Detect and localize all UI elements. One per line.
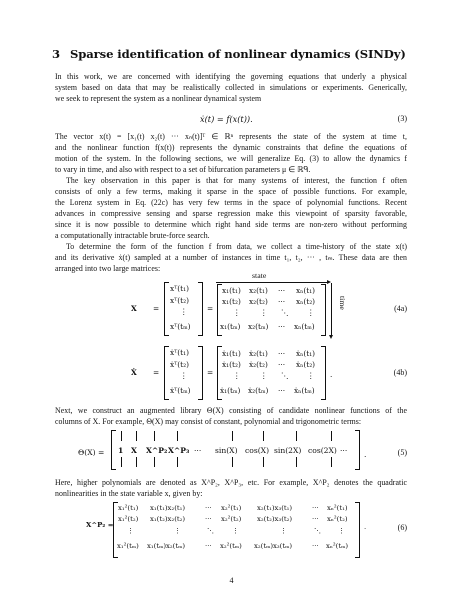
right-bracket bbox=[355, 502, 360, 558]
matrix-cell: ⋮ bbox=[260, 371, 268, 380]
equation-4b-number: (4b) bbox=[393, 368, 407, 377]
time-label: time bbox=[338, 296, 347, 310]
matrix-cell: x₁(t₁) bbox=[222, 286, 241, 295]
library-column: sin(X) bbox=[215, 446, 238, 455]
matrix-cell: x₁(tₘ)x₂(tₘ) bbox=[147, 542, 186, 550]
equation-5-number: (5) bbox=[397, 448, 407, 457]
matrix-cell: x₂²(t₁) bbox=[221, 504, 242, 512]
equals-sign: = bbox=[153, 304, 160, 313]
matrix-cell: ⋮ bbox=[280, 527, 287, 535]
library-column: X^P₃ bbox=[168, 446, 190, 455]
library-column: X bbox=[131, 446, 137, 455]
matrix-cell: ẋₙ(t₂) bbox=[296, 360, 316, 369]
matrix-cell: x₁²(t₂) bbox=[118, 515, 139, 523]
matrix-cell: ··· bbox=[312, 515, 319, 523]
text-line: we seek to represent the system as a nonlinear dynamical system bbox=[55, 93, 262, 103]
matrix-cell: x₁²(tₘ) bbox=[117, 542, 139, 550]
matrix-cell: xᵀ(t₂) bbox=[170, 296, 189, 305]
matrix-cell: ⋮ bbox=[307, 371, 315, 380]
text-line: To determine the form of the function f from data, we collect a time-history of the state x(t) bbox=[66, 242, 407, 251]
matrix-cell: x₂²(tₘ) bbox=[220, 542, 242, 550]
equation-3: ẋ(t) = f(x(t)). bbox=[200, 114, 253, 124]
matrix-cell: ⋮ bbox=[180, 371, 188, 380]
matrix-cell: ⋱ bbox=[281, 371, 289, 380]
matrix-cell: ẋᵀ(tₘ) bbox=[170, 386, 191, 395]
matrix-cell: ··· bbox=[205, 542, 212, 550]
matrix-cell: ⋱ bbox=[207, 527, 214, 535]
equation-6-lhs: X^P₂ = bbox=[86, 521, 114, 529]
page-number: 4 bbox=[229, 576, 234, 585]
matrix-cell: xₙ²(t₁) bbox=[327, 504, 348, 512]
matrix-cell: ⋮ bbox=[260, 308, 268, 317]
section-title: Sparse identification of nonlinear dynamics (SINDy) bbox=[69, 47, 406, 61]
matrix-cell: x₂(t₁)x₃(t₁) bbox=[257, 504, 293, 512]
text-line: arranged into two large matrices: bbox=[55, 263, 161, 273]
text-line: advances in compressive sensing and sparse regression make this viewpoint of sparsity favorable, bbox=[55, 208, 407, 218]
matrix-cell: x₁(tₘ) bbox=[220, 322, 241, 331]
matrix-cell: ẋ₂(t₂) bbox=[249, 360, 268, 369]
text-line: In this work, we are concerned with identifying the governing equations that underly a physical bbox=[55, 72, 407, 81]
library-column: X^P₂ bbox=[146, 446, 168, 455]
matrix-cell: ⋮ bbox=[307, 308, 315, 317]
matrix-cell: x₁(t₂)x₂(t₂) bbox=[150, 515, 186, 523]
library-column: cos(X) bbox=[245, 446, 270, 455]
library-column: 1 bbox=[118, 446, 124, 455]
text-line: and the nonlinear function f(x(t)) represents the dynamic constraints that define the equations of bbox=[55, 142, 407, 152]
text-line: a computationally intractable brute-force search. bbox=[55, 230, 210, 240]
matrix-cell: xₙ(t₂) bbox=[296, 297, 316, 306]
matrix-cell: ··· bbox=[205, 515, 212, 523]
matrix-cell: x₂²(t₂) bbox=[221, 515, 242, 523]
text-line: consists of only a few terms, making it sparse in the space of possible functions. For example, bbox=[55, 186, 407, 196]
library-column: ··· bbox=[340, 446, 348, 455]
matrix-cell: ẋ₂(tₘ) bbox=[248, 386, 269, 395]
matrix-cell: ẋ₁(t₁) bbox=[222, 349, 241, 358]
equals-sign: = bbox=[153, 368, 160, 377]
matrix-cell: ⋮ bbox=[233, 371, 241, 380]
text-line: to vary in time, and also with respect to a set of bifurcation parameters μ ∈ ℝᑫ. bbox=[55, 164, 311, 174]
matrix-cell: ẋ₁(tₘ) bbox=[220, 386, 241, 395]
matrix-cell: ··· bbox=[312, 504, 319, 512]
matrix-cell: xₙ(tₘ) bbox=[294, 322, 315, 331]
matrix-cell: xₙ²(t₂) bbox=[327, 515, 348, 523]
matrix-cell: ⋮ bbox=[174, 527, 181, 535]
matrix-cell: x₂(tₘ) bbox=[248, 322, 269, 331]
text-line: motion of the system. In the following sections, we will generalize Eq. (3) to allow the dynamics f bbox=[55, 153, 407, 163]
text-line: Next, we construct an augmented library Θ(X) consisting of candidate nonlinear functions of the bbox=[55, 406, 407, 415]
matrix-cell: ··· bbox=[278, 386, 286, 395]
matrix-cell: ẋ₂(t₁) bbox=[249, 349, 268, 358]
matrix-cell: xₙ(t₁) bbox=[296, 286, 316, 295]
period: . bbox=[330, 370, 333, 379]
library-column: cos(2X) bbox=[308, 446, 337, 455]
state-label: state bbox=[252, 271, 267, 280]
matrix-cell: ẋᵀ(t₂) bbox=[170, 360, 189, 369]
matrix-cell: x₁(t₁)x₂(t₁) bbox=[150, 504, 186, 512]
matrix-cell: ⋱ bbox=[314, 527, 321, 535]
equals-sign: = bbox=[207, 368, 214, 377]
matrix-cell: ⋮ bbox=[127, 527, 134, 535]
library-column: ··· bbox=[194, 446, 202, 455]
text-line: Here, higher polynomials are denoted as X^P₂, X^P₃, etc. For example, X^P₂ denotes the quadratic bbox=[55, 478, 407, 487]
matrix-cell: xᵀ(tₘ) bbox=[170, 322, 191, 331]
section-number: 3 bbox=[52, 47, 60, 61]
matrix-cell: ··· bbox=[278, 360, 286, 369]
matrix-cell: ⋮ bbox=[233, 308, 241, 317]
matrix-cell: ẋ₁(t₂) bbox=[222, 360, 241, 369]
matrix-cell: x₁(t₂) bbox=[222, 297, 241, 306]
matrix-cell: ··· bbox=[205, 504, 212, 512]
matrix-cell: ··· bbox=[278, 322, 286, 331]
matrix-cell: ··· bbox=[278, 349, 286, 358]
equation-4a-number: (4a) bbox=[394, 304, 407, 313]
matrix-cell: ⋮ bbox=[338, 527, 345, 535]
matrix-cell: ··· bbox=[278, 297, 286, 306]
matrix-cell: ··· bbox=[278, 286, 286, 295]
matrix-cell: ⋮ bbox=[232, 527, 239, 535]
text-line: The key observation in this paper is that for many systems of interest, the function f often bbox=[66, 176, 407, 185]
matrix-cell: ··· bbox=[312, 542, 319, 550]
matrix-cell: x₂(t₁) bbox=[249, 286, 268, 295]
matrix-cell: ⋮ bbox=[180, 307, 188, 316]
matrix-name-x: X bbox=[131, 304, 137, 313]
text-line: nonlinearities in the state variable x, given by: bbox=[55, 488, 203, 498]
text-line: columns of X. For example, Θ(X) may consist of constant, polynomial and trigonometric terms: bbox=[55, 416, 362, 426]
period: . bbox=[364, 523, 367, 531]
matrix-cell: x₂(tₘ)x₃(tₘ) bbox=[254, 542, 293, 550]
matrix-cell: ẋₙ(t₁) bbox=[296, 349, 316, 358]
equation-5-lhs: Θ(X) = bbox=[78, 448, 105, 457]
equation-3-number: (3) bbox=[397, 114, 407, 123]
text-line: system based on data that may be realistically collected in simulations or experiments. Generically, bbox=[55, 82, 407, 92]
period: . bbox=[364, 450, 367, 459]
text-line: and its derivative ẋ(t) sampled at a number of instances in time t₁, t₂, ··· , tₘ. These data are then bbox=[55, 252, 407, 262]
matrix-name-xdot: Ẋ bbox=[131, 368, 137, 377]
matrix-cell: x₂(t₂)x₃(t₂) bbox=[257, 515, 293, 523]
matrix-cell: ẋᵀ(t₁) bbox=[170, 348, 189, 357]
library-column: sin(2X) bbox=[274, 446, 302, 455]
equation-6-number: (6) bbox=[397, 523, 407, 532]
matrix-cell: x₁²(t₁) bbox=[118, 504, 139, 512]
equals-sign: = bbox=[207, 304, 214, 313]
text-line: since it is now possible to determine which right hand side terms are non-zero without performing bbox=[55, 219, 407, 229]
matrix-cell: xₙ²(tₘ) bbox=[326, 542, 349, 550]
matrix-cell: ⋱ bbox=[281, 308, 289, 317]
text-line: The vector x(t) = [x₁(t) x₂(t) ··· xₙ(t)]ᵀ ∈ ℝⁿ represents the state of the system at time t, bbox=[55, 132, 407, 141]
matrix-cell: ẋₙ(tₘ) bbox=[294, 386, 315, 395]
matrix-cell: xᵀ(t₁) bbox=[170, 284, 189, 293]
text-line: the Lorenz system in Eq. (22c) has very few terms in the space of polynomial functions. Recent bbox=[55, 197, 407, 207]
matrix-cell: x₂(t₂) bbox=[249, 297, 268, 306]
